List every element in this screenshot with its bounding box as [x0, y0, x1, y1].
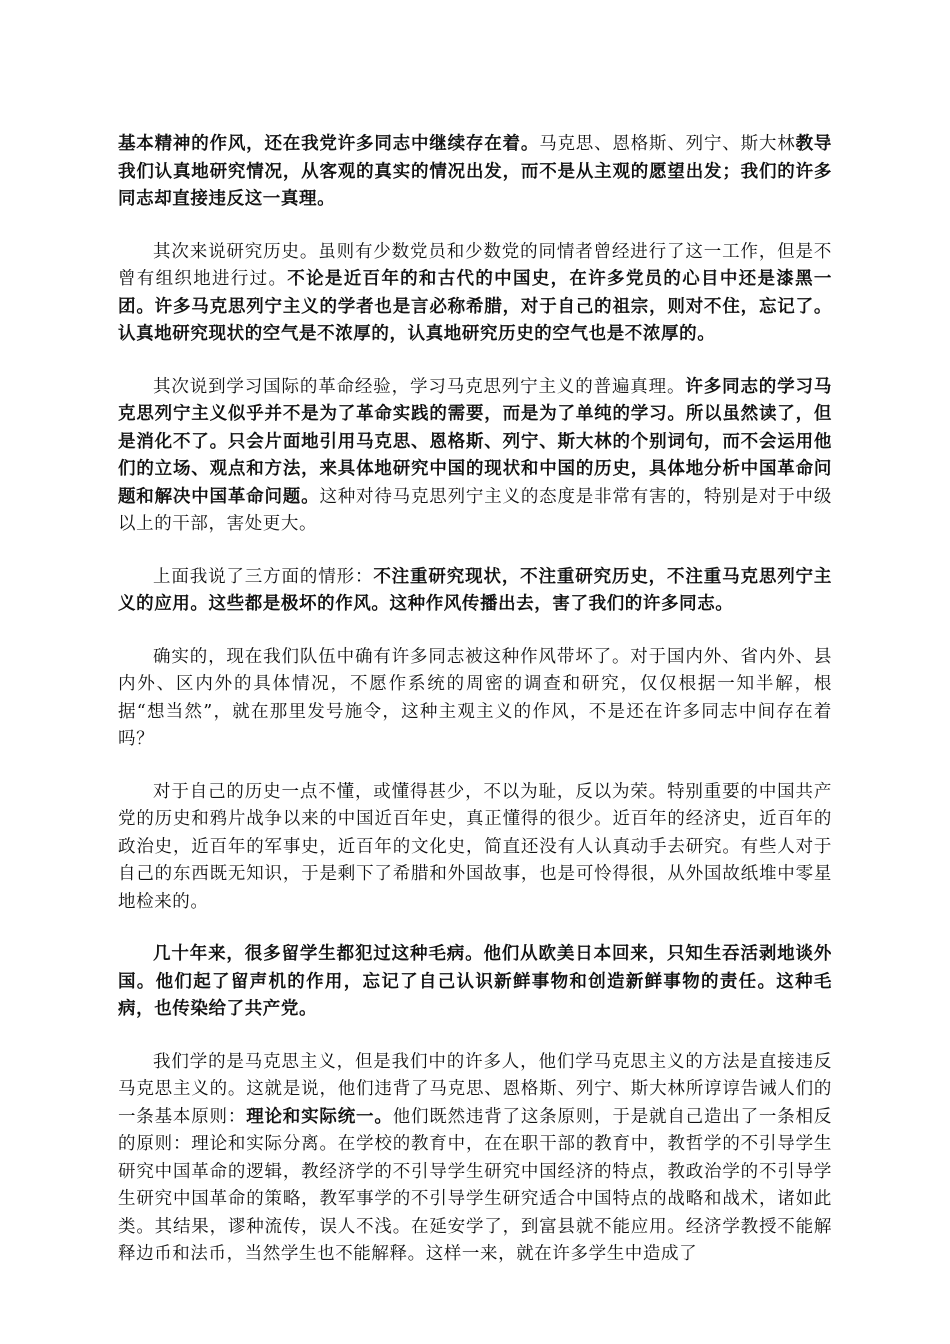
text-run: 确实的，现在我们队伍中确有许多同志被这种作风带坏了。对于国内外、省内外、县内外、区内外的具体情况，不愿作系统的周密的调查和研究，仅仅根据一知半解，根据“想当然”，就在那里发号施令，这种主观主义的作风，不是还在许多同志中间存在着吗？ [118, 646, 832, 749]
paragraph-1 [118, 131, 832, 214]
paragraph-2 [118, 239, 832, 349]
text-run: 我们学的是马克思主义，但是我们中的许多人，他们学马克思主义的方法是直接违反马克思主义的。这就是说，他们违背了马克思、恩格斯、列宁、斯大林所谆谆告诫人们的一条基本原则： [118, 1051, 832, 1127]
text-run: 马克思、恩格斯、列宁、斯大林 [539, 134, 796, 154]
text-run: 对于自己的历史一点不懂，或懂得甚少，不以为耻，反以为荣。特别重要的中国共产党的历史和鸦片战争以来的中国近百年史，真正懂得的很少。近百年的经济史，近百年的政治史，近百年的军事史，近百年的文化史，简直还没有人认真动手去研究。有些人对于自己的东西既无知识，于是剩下了希腊和外国故事，也是可怜得很，从外国故纸堆中零星地检来的。 [118, 781, 832, 912]
text-run: 他们既然违背了这条原则，于是就自己造出了一条相反的原则：理论和实际分离。在学校的教育中，在在职干部的教育中，教哲学的不引导学生研究中国革命的逻辑，教经济学的不引导学生研究中国经济的特点，教政治学的不引导学生研究中国革命的策略，教军事学的不引导学生研究适合中国特点的战略和战术，诸如此类。其结果，谬种流传，误人不浅。在延安学了，到富县就不能应用。经济学教授不能解释边币和法币，当然学生也不能解释。这样一来，就在许多学生中造成了 [118, 1106, 832, 1264]
paragraph-7 [118, 941, 832, 1024]
text-run: 其次说到学习国际的革命经验，学习马克思列宁主义的普遍真理。 [153, 376, 686, 397]
text-run: 教导我们认真地研究情况，从客观的真实的情况出发，而不是从主观的愿望出发；我们的许多同志却直接违反这一真理。 [118, 134, 832, 209]
paragraph-5 [118, 644, 832, 754]
paragraph-6 [118, 779, 832, 917]
document-body [118, 131, 832, 1294]
text-run: 上面我说了三方面的情形： [153, 566, 374, 587]
text-run: 基本精神的作风，还在我党许多同志中继续存在着。 [118, 134, 540, 154]
paragraph-3 [118, 374, 832, 539]
text-run: 许多同志的学习马克思列宁主义似乎并不是为了革命实践的需要，而是为了单纯的学习。所以虽然读了，但是消化不了。只会片面地引用马克思、恩格斯、列宁、斯大林的个别词句，而不会运用他们的立场、观点和方法，来具体地研究中国的现状和中国的历史，具体地分析中国革命问题和解决中国革命问题。 [118, 376, 832, 507]
text-run: 其次来说研究历史。虽则有少数党员和少数党的同情者曾经进行了这一工作，但是不曾有组织地进行过。 [118, 241, 832, 289]
text-run: 理论和实际统一。 [246, 1106, 393, 1127]
text-run: 几十年来，很多留学生都犯过这种毛病。他们从欧美日本回来，只知生吞活剥地谈外国。他们起了留声机的作用，忘记了自己认识新鲜事物和创造新鲜事物的责任。这种毛病，也传染给了共产党。 [118, 944, 832, 1019]
text-run: 不论是近百年的和古代的中国史，在许多党员的心目中还是漆黑一团。许多马克思列宁主义的学者也是言必称希腊，对于自己的祖宗，则对不住，忘记了。认真地研究现状的空气是不浓厚的，认真地研究历史的空气也是不浓厚的。 [118, 269, 832, 344]
text-run: 这种对待马克思列宁主义的态度是非常有害的，特别是对于中级以上的干部，害处更大。 [118, 486, 832, 534]
paragraph-8 [118, 1049, 832, 1269]
text-run: 不注重研究现状，不注重研究历史，不注重马克思列宁主义的应用。这些都是极坏的作风。这种作风传播出去，害了我们的许多同志。 [118, 566, 833, 614]
paragraph-4 [118, 564, 832, 619]
